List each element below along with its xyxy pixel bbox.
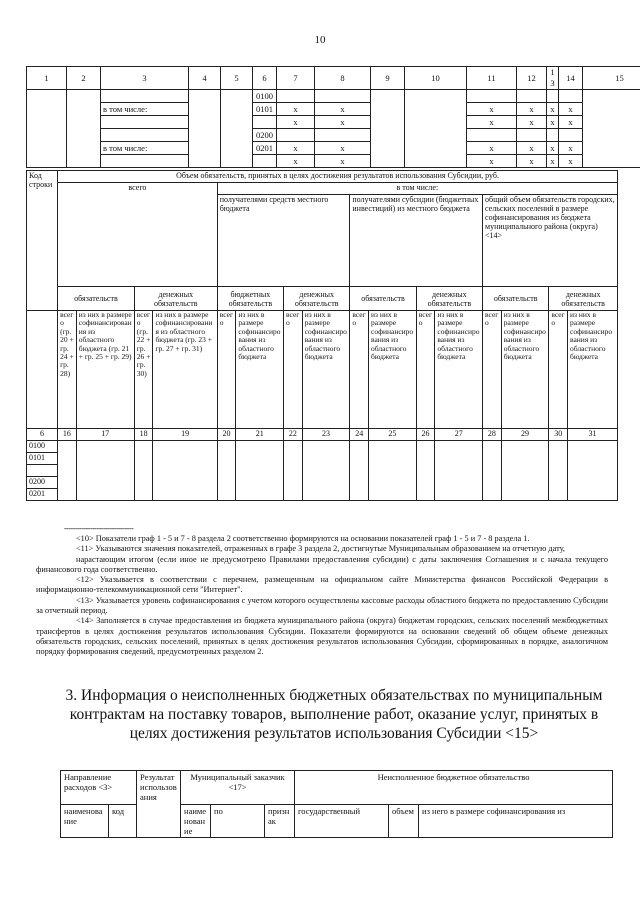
row-code: 0100 [27, 441, 58, 453]
total-header: всего [58, 183, 218, 287]
col-num-cell: 12 [517, 67, 547, 90]
table-row [27, 129, 640, 142]
row-code: 0100 [253, 90, 277, 103]
col-num-cell: 3 [101, 67, 189, 90]
col-num-cell: 15 [583, 67, 640, 90]
col-num-cell: 8 [315, 67, 371, 90]
group-subsidy-recipients: получателями субсидии (бюджетных инвестиций) из местного бюджета [350, 195, 483, 287]
row-label: в том числе: [101, 103, 189, 116]
row-code: 0101 [27, 453, 58, 465]
obligations-volume-table: Код строки Объем обязательств, принятых в целях достижения результатов использования Субсидии, руб. всего в том числе: получателями средств местного бюджета получателями субсидии (бюджетных инвестиций) из местного бюджета общий объем обязательств городских, сельских поселений в размере софинансирования из бюджета муниципального района (округа) <14> обязательств денежных обязательств бюджетных обязательств денежных обязательств обязательств денежных обязательств обязательств денежных обязательств всего (гр. 20 + гр. 24 + гр. 28) из них в размере софинансирования из областного бюджета (гр. 21 + гр. 25 + гр. 29) всего (гр. 22 + гр. 26 + гр. 30) из них в размере софинансирования из областного бюджета (гр. 23 + гр. 27 + гр. 31) всего из них в размере софинансирования из областного бюджета всего из них в размере софинансирования из областного бюджета всего из них в размере софинансирования из областного бюджета всего из них в размере софинансирования из областного бюджета всего из них в размере софинансирования из областного бюджета всего из них в размере софинансирования из областного бюджета 6 16 17 18 19 20 21 22 23 24 25 26 27 28 29 30 31 0100 0101 0200 0201 [26, 170, 618, 501]
row-code: 0201 [27, 489, 58, 501]
col-num-cell: 5 [221, 67, 253, 90]
col-num-cell: 4 [189, 67, 221, 90]
row-label: в том числе: [101, 142, 189, 155]
customer-header: Муниципальный заказчик <17> [181, 771, 295, 805]
group-settlements-volume: общий объем обязательств городских, сельских поселений в размере софинансирования из бюджета муниципального района (округа) <14> [483, 195, 618, 287]
footnote: <14> Заполняется в случае предоставления из бюджета муниципального района (округа) бюджетам городских, сельских поселений межбюджетных трансфертов в целях достижения результатов использования Субсидии. Показатели формируются на основании сведений об общем объеме денежных обязательств городских, сельских поселений, принятых в целях достижения результатов использования Субсидии, сформированных в порядке, аналогичном порядку формирования сведений, предусмотренных разделом 2. [36, 616, 608, 657]
footnote: нарастающим итогом (если иное не предусмотрено Правилами предоставления субсидии) с даты заключения Соглашения и с начала текущего финансового года соответственно. [36, 554, 608, 574]
row-code: 0201 [253, 142, 277, 155]
unfulfilled-header: Неисполненное бюджетное обязательство [295, 771, 613, 805]
section3-title: 3. Информация о неисполненных бюджетных обязательствах по муниципальным контрактам на поставку товаров, выполнение работ, оказание услуг, принятых в целях достижения результатов использования Субсидии <15> [65, 687, 603, 742]
col-num-cell: 1 [27, 67, 67, 90]
footnote: <13> Указывается уровень софинансирования с учетом которого осуществлены кассовые расходы областного бюджета по предоставлению Субсидии за отчетный период. [36, 595, 608, 616]
page-number: 10 [314, 34, 326, 46]
row-code: 0200 [253, 129, 277, 142]
group-local-budget-recipients: получателями средств местного бюджета [217, 195, 350, 287]
table-title: Объем обязательств, принятых в целях достижения результатов использования Субсидии, руб. [58, 171, 618, 183]
col-num-cell: 2 [67, 67, 101, 90]
footnote: <11> Указываются значения показателей, отраженных в графе 3 раздела 2, достигнутые Муниципальным образованием на отчетную дату, [76, 544, 566, 554]
code-header: Код строки [27, 171, 58, 311]
result-header: Результат использования [137, 771, 181, 838]
col-num-cell: 11 [467, 67, 517, 90]
table-row: в том числе: 0101 x x x x x x [27, 103, 640, 116]
table-row: в том числе: 0201 x x x x x x [27, 142, 640, 155]
col-num-cell: 13 [547, 67, 559, 90]
footnote: <10> Показатели граф 1 - 5 и 7 - 8 раздела 2 соответственно формируются на основании показателей граф 1 - 5 и 7 - 8 раздела 1. [76, 534, 530, 543]
col-num-cell: 7 [277, 67, 315, 90]
unfulfilled-obligations-table: Направление расходов <3> Результат использования Муниципальный заказчик <17> Неисполненное бюджетное обязательство наименование код наименование по признак государственный объем из него в размере софинансирования из [60, 770, 613, 838]
column-number-row: 6 16 17 18 19 20 21 22 23 24 25 26 27 28 29 30 31 [27, 429, 618, 441]
col-num-cell: 10 [405, 67, 467, 90]
table-row [27, 90, 640, 103]
table-row: x x x x x x [27, 116, 640, 129]
footnote-separator: -------------------------------- [64, 524, 134, 533]
table-row [27, 441, 618, 453]
col-num-cell: 6 [253, 67, 277, 90]
direction-header: Направление расходов <3> [61, 771, 137, 805]
incl-header: в том числе: [217, 183, 617, 195]
column-number-row [27, 67, 640, 90]
table-row: x x x x x x [27, 155, 640, 168]
col-num-cell: 9 [371, 67, 405, 90]
row-code: 0200 [27, 477, 58, 489]
col-num-cell: 14 [559, 67, 583, 90]
report-table-section2-continued [26, 66, 640, 168]
footnote: <12> Указывается в соответствии с перечнем, размещенным на официальном сайте Министерства финансов Российской Федерации в информационно-телекоммуникационной сети "Интернет". [36, 575, 608, 595]
row-code: 0101 [253, 103, 277, 116]
footnotes [36, 534, 608, 658]
